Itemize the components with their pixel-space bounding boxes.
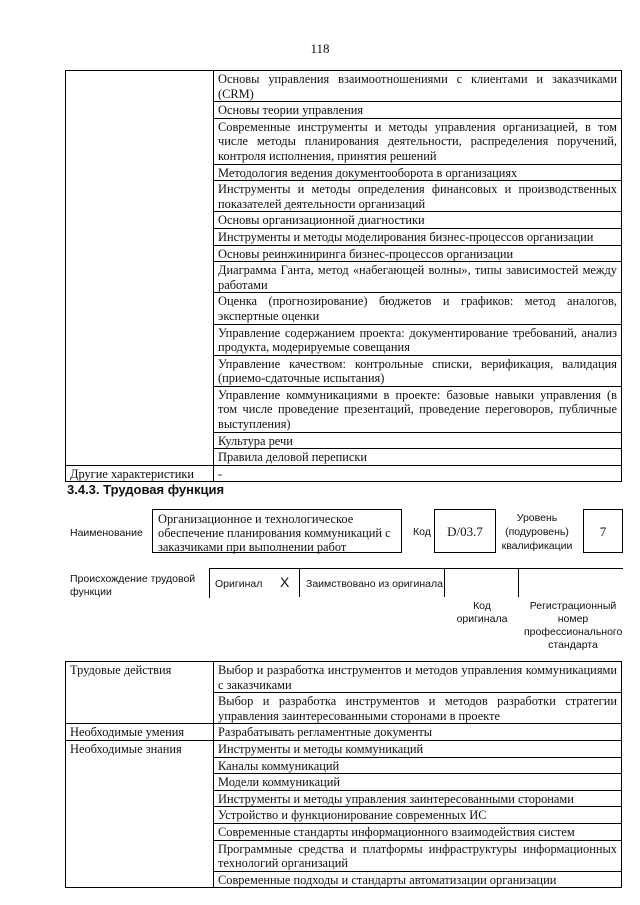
section-heading: 3.4.3. Трудовая функция <box>67 482 225 497</box>
required-knowledge-item: Устройство и функционирование современных ИС <box>214 807 622 824</box>
reg-number-caption: Регистрационный номер профессионального стандарта <box>524 600 623 651</box>
labor-action-label: Трудовые действия <box>66 662 214 724</box>
name-label: Наименование <box>70 527 143 539</box>
knowledge-item: Инструменты и методы определения финансовых и производственных показателей деятельности организаций <box>214 181 622 212</box>
required-knowledge-item: Современные подходы и стандарты автоматизации организации <box>214 871 622 888</box>
knowledge-item: Современные инструменты и методы управления организацией, в том числе методы планирования деятельности, распределения поручений, контроля исполнения, принятия решений <box>214 118 622 164</box>
code-box <box>434 509 496 553</box>
table-row <box>66 724 622 741</box>
knowledge-label-cell <box>66 71 214 466</box>
level-box <box>583 509 623 553</box>
required-knowledge-item: Инструменты и методы коммуникаций <box>214 740 622 757</box>
table-row <box>66 740 622 757</box>
required-knowledge-item: Программные средства и платформы инфраструктуры информационных технологий организаций <box>214 840 622 871</box>
original-mark: X <box>280 574 290 590</box>
knowledge-item: Инструменты и методы моделирования бизнес-процессов организации <box>214 228 622 245</box>
knowledge-item: Основы теории управления <box>214 102 622 119</box>
orig-code-caption: Код оригинала <box>456 600 508 625</box>
knowledge-item: Оценка (прогнозирование) бюджетов и графиков: метод аналогов, экспертные оценки <box>214 293 622 324</box>
borrowed-label: Заимствовано из оригинала <box>306 578 443 590</box>
knowledge-item: Культура речи <box>214 432 622 449</box>
knowledge-item: Основы реинжиниринга бизнес-процессов организации <box>214 245 622 262</box>
origin-divider <box>299 568 300 597</box>
knowledge-item: Управление содержанием проекта: документирование требований, анализ продукта, модерируемые совещания <box>214 324 622 355</box>
labor-action-item: Выбор и разработка инструментов и методов разработки стратегии управления заинтересованными сторонами в проекте <box>214 693 622 724</box>
origin-label: Происхождение трудовой функции <box>70 573 196 598</box>
function-name-value: Организационное и технологическое обеспечение планирования коммуникаций с заказчиками при выполнении работ <box>158 512 391 554</box>
level-value: 7 <box>599 524 607 539</box>
knowledge-item: Диаграмма Ганта, метод «набегающей волны», типы зависимостей между работами <box>214 262 622 293</box>
knowledge-item: Правила деловой переписки <box>214 449 622 466</box>
level-label: Уровень (подуровень) квалификации <box>501 512 573 552</box>
labor-function-table <box>65 661 622 888</box>
knowledge-item: Основы управления взаимоотношениями с клиентами и заказчиками (CRM) <box>214 71 622 102</box>
required-knowledge-item: Каналы коммуникаций <box>214 757 622 774</box>
knowledge-item: Управление коммуникациями в проекте: базовые навыки управления (в том числе проведение презентаций, проведение переговоров, публичные выступления) <box>214 386 622 432</box>
page-number: 118 <box>310 41 330 56</box>
labor-action-item: Выбор и разработка инструментов и методов управления коммуникациями с заказчиками <box>214 662 622 693</box>
required-skill-label: Необходимые умения <box>66 724 214 741</box>
knowledge-item: Управление качеством: контрольные списки, верификация, валидация (приемо-сдаточные испытания) <box>214 355 622 386</box>
required-skill-item: Разрабатывать регламентные документы <box>214 724 622 741</box>
table-row <box>66 465 622 482</box>
original-label: Оригинал <box>215 578 263 590</box>
knowledge-item: Методология ведения документооборота в организациях <box>214 164 622 181</box>
required-knowledge-label: Необходимые знания <box>66 740 214 887</box>
code-label: Код <box>413 526 431 538</box>
origin-divider <box>518 568 519 597</box>
knowledge-item: Основы организационной диагностики <box>214 212 622 229</box>
knowledge-table <box>65 70 622 482</box>
table-row <box>66 662 622 693</box>
other-characteristics-label: Другие характеристики <box>66 465 214 482</box>
function-name-box <box>152 509 402 553</box>
required-knowledge-item: Современные стандарты информационного взаимодействия систем <box>214 823 622 840</box>
table-row <box>66 71 622 102</box>
origin-divider <box>444 568 445 597</box>
required-knowledge-item: Модели коммуникаций <box>214 774 622 791</box>
other-characteristics-value: - <box>214 465 622 482</box>
required-knowledge-item: Инструменты и методы управления заинтересованными сторонами <box>214 790 622 807</box>
code-value: D/03.7 <box>447 524 483 539</box>
